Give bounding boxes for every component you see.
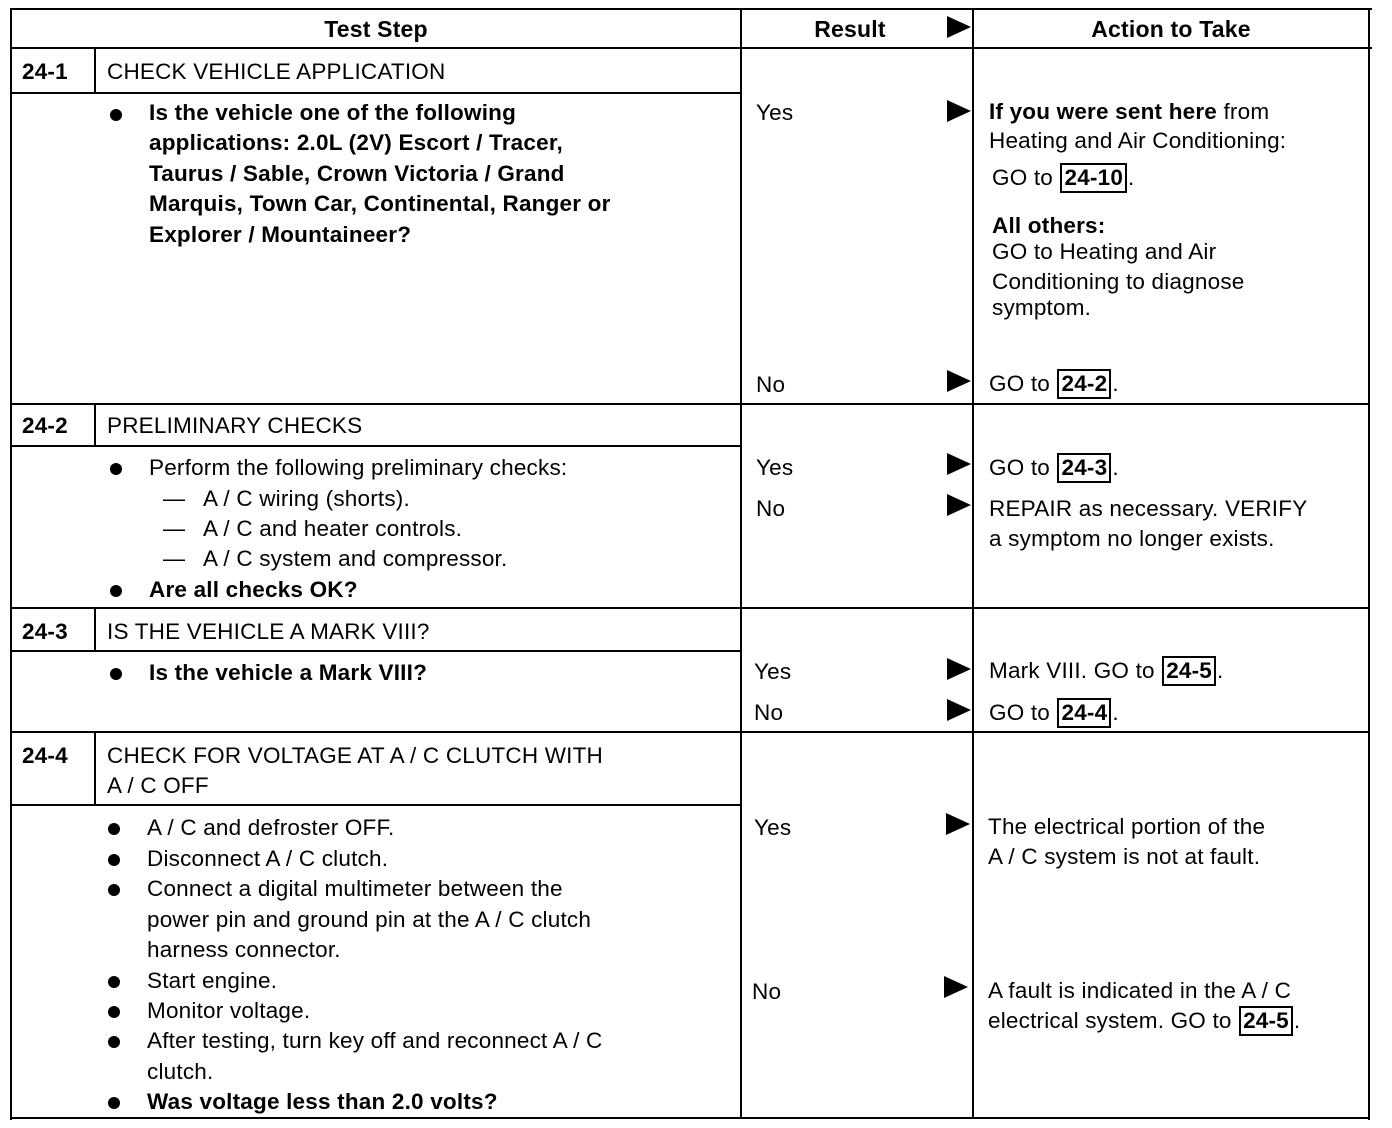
- step-question-line: Explorer / Mountaineer?: [149, 222, 412, 247]
- action-emphasis: If you were sent here: [989, 99, 1218, 124]
- action-goto: [989, 369, 1119, 400]
- check-item: A / C system and compressor.: [203, 546, 508, 571]
- bullet-icon: [110, 109, 122, 121]
- action-text: .: [1293, 1008, 1301, 1033]
- bullet-icon: [110, 463, 122, 475]
- action-column-border: [972, 8, 974, 1119]
- bullet-icon: [108, 976, 120, 988]
- arrow-right-icon: [947, 494, 971, 516]
- step-reference-link[interactable]: 24-5: [1239, 1006, 1293, 1036]
- action-text: .: [1112, 455, 1119, 480]
- action-text-rest: from: [1217, 99, 1270, 124]
- arrow-right-icon: [947, 699, 971, 721]
- step-instruction: A / C and defroster OFF.: [147, 815, 395, 840]
- step-number-divider: [94, 405, 96, 447]
- row-separator: [10, 731, 1370, 733]
- step-number-divider: [94, 49, 96, 93]
- arrow-right-icon: [947, 100, 971, 122]
- action-text: GO to: [989, 700, 1057, 725]
- row-separator: [10, 607, 1370, 609]
- dash-marker: —: [163, 516, 186, 541]
- check-item: A / C wiring (shorts).: [203, 486, 410, 511]
- arrow-right-icon: [946, 813, 970, 835]
- step-title-underline: [10, 650, 740, 652]
- action-goto: [992, 163, 1134, 194]
- result-yes: Yes: [754, 659, 792, 684]
- step-question: Was voltage less than 2.0 volts?: [147, 1089, 498, 1114]
- action-text: Conditioning to diagnose: [992, 269, 1245, 294]
- action-text: a symptom no longer exists.: [989, 526, 1275, 551]
- step-reference-link[interactable]: 24-10: [1060, 163, 1127, 193]
- action-text: .: [1112, 371, 1119, 396]
- bullet-icon: [108, 823, 120, 835]
- step-number: 24-2: [22, 413, 68, 438]
- step-reference-link[interactable]: 24-4: [1057, 698, 1111, 728]
- action-text: .: [1217, 658, 1224, 683]
- header-bottom-border: [10, 47, 1372, 49]
- arrow-right-icon: [947, 16, 971, 38]
- step-title: IS THE VEHICLE A MARK VIII?: [107, 619, 430, 644]
- action-text: symptom.: [992, 295, 1092, 320]
- bullet-icon: [108, 1036, 120, 1048]
- table-top-border: [10, 8, 1372, 10]
- step-title-line: A / C OFF: [107, 773, 209, 798]
- bullet-icon: [108, 884, 120, 896]
- header-test-step: Test Step: [324, 16, 428, 42]
- result-column-border: [740, 8, 742, 1119]
- step-instruction: Connect a digital multimeter between the: [147, 876, 563, 901]
- step-reference-link[interactable]: 24-5: [1162, 656, 1216, 686]
- action-text: GO to: [989, 455, 1057, 480]
- step-title: PRELIMINARY CHECKS: [107, 413, 363, 438]
- step-title-line: CHECK FOR VOLTAGE AT A / C CLUTCH WITH: [107, 743, 603, 768]
- check-item: A / C and heater controls.: [203, 516, 463, 541]
- step-title-underline: [10, 804, 740, 806]
- step-number-divider: [94, 609, 96, 652]
- step-reference-link[interactable]: 24-2: [1057, 369, 1111, 399]
- result-yes: Yes: [754, 815, 792, 840]
- action-text: .: [1128, 165, 1135, 190]
- table-right-border: [1368, 8, 1370, 1120]
- step-instruction: clutch.: [147, 1059, 214, 1084]
- arrow-right-icon: [944, 976, 968, 998]
- action-heading: All others:: [992, 213, 1106, 238]
- action-text: Heating and Air Conditioning:: [989, 128, 1287, 153]
- step-question: Are all checks OK?: [149, 577, 358, 602]
- action-goto: [988, 1006, 1300, 1037]
- action-text: The electrical portion of the: [988, 814, 1266, 839]
- action-text: electrical system. GO to: [988, 1008, 1239, 1033]
- bullet-icon: [108, 1006, 120, 1018]
- action-text: A / C system is not at fault.: [988, 844, 1261, 869]
- result-yes: Yes: [756, 455, 794, 480]
- step-question-line: Marquis, Town Car, Continental, Ranger or: [149, 191, 611, 216]
- action-text: GO to: [992, 165, 1060, 190]
- step-title-underline: [10, 445, 740, 447]
- table-left-border: [10, 8, 12, 1120]
- step-question-line: Is the vehicle one of the following: [149, 100, 517, 125]
- bullet-icon: [110, 585, 122, 597]
- step-question-line: Taurus / Sable, Crown Victoria / Grand: [149, 161, 565, 186]
- action-text: Mark VIII. GO to: [989, 658, 1162, 683]
- step-instruction: Start engine.: [147, 968, 278, 993]
- step-instruction: Monitor voltage.: [147, 998, 311, 1023]
- arrow-right-icon: [947, 370, 971, 392]
- header-result: Result: [814, 16, 886, 42]
- result-yes: Yes: [756, 100, 794, 125]
- action-goto: [989, 453, 1119, 484]
- result-no: No: [756, 496, 786, 521]
- step-instruction: harness connector.: [147, 937, 341, 962]
- action-text: A fault is indicated in the A / C: [988, 978, 1292, 1003]
- step-instruction: Disconnect A / C clutch.: [147, 846, 389, 871]
- step-title: CHECK VEHICLE APPLICATION: [107, 59, 446, 84]
- step-question: Is the vehicle a Mark VIII?: [149, 660, 428, 685]
- action-text: [989, 97, 1269, 128]
- step-number: 24-3: [22, 619, 68, 644]
- action-text: .: [1112, 700, 1119, 725]
- row-separator: [10, 403, 1370, 405]
- action-goto: [989, 656, 1223, 687]
- action-text: GO to Heating and Air: [992, 239, 1217, 264]
- action-goto: [989, 698, 1119, 729]
- result-no: No: [752, 979, 782, 1004]
- step-question-line: applications: 2.0L (2V) Escort / Tracer,: [149, 130, 563, 155]
- bullet-icon: [110, 668, 122, 680]
- step-instruction: After testing, turn key off and reconnect A / C: [147, 1028, 603, 1053]
- result-no: No: [754, 700, 784, 725]
- bullet-icon: [108, 1097, 120, 1109]
- bullet-icon: [108, 854, 120, 866]
- step-instruction: power pin and ground pin at the A / C clutch: [147, 907, 592, 932]
- step-number-divider: [94, 733, 96, 806]
- step-instruction: Perform the following preliminary checks:: [149, 455, 568, 480]
- step-number: 24-1: [22, 59, 68, 84]
- step-title-underline: [10, 92, 740, 94]
- action-text: GO to: [989, 371, 1057, 396]
- dash-marker: —: [163, 546, 186, 571]
- step-reference-link[interactable]: 24-3: [1057, 453, 1111, 483]
- result-no: No: [756, 372, 786, 397]
- header-action: Action to Take: [1091, 16, 1251, 42]
- action-text: REPAIR as necessary. VERIFY: [989, 496, 1308, 521]
- arrow-right-icon: [947, 453, 971, 475]
- dash-marker: —: [163, 486, 186, 511]
- arrow-right-icon: [947, 658, 971, 680]
- step-number: 24-4: [22, 743, 68, 768]
